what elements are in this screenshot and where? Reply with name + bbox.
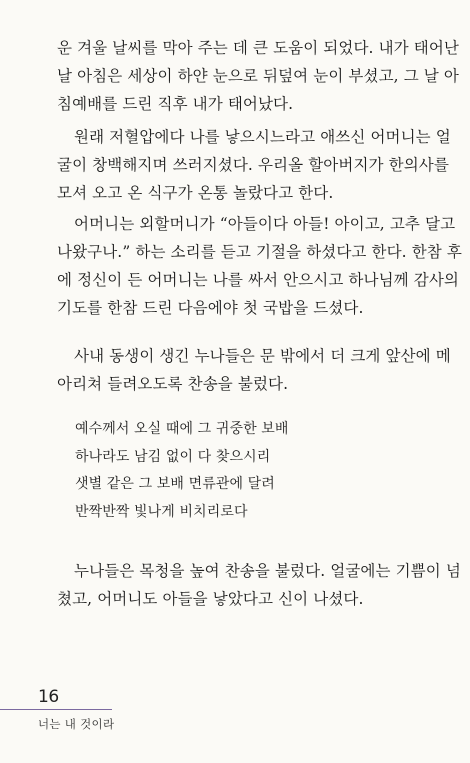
text-line: 침예배를 드린 직후 내가 태어났다. <box>57 95 294 113</box>
body-text <box>57 34 462 613</box>
page-number: 16 <box>38 687 59 707</box>
text-line: 기도를 한참 드린 다음에야 첫 국밥을 드셨다. <box>57 299 364 317</box>
text-line: 나왔구나.” 하는 소리를 듣고 기절을 하셨다고 한다. 한참 후 <box>57 243 462 261</box>
paragraph-2 <box>57 123 451 207</box>
closing-paragraph <box>57 557 461 613</box>
paragraph-3 <box>57 210 462 322</box>
paragraph-1 <box>57 34 459 118</box>
hymn-line: 샛별 같은 그 보배 면류관에 달려 <box>75 476 275 492</box>
text-line: 쳤고, 어머니도 아들을 낳았다고 신이 나셨다. <box>57 590 364 608</box>
text-line: 아리쳐 들려오도록 찬송을 불렀다. <box>57 375 289 393</box>
text-line: 누나들은 목청을 높여 찬송을 불렀다. 얼굴에는 기쁨이 넘 <box>74 562 461 580</box>
text-line: 운 겨울 날씨를 막아 주는 데 큰 도움이 되었다. 내가 태어난 <box>57 39 459 57</box>
hymn-lyrics <box>75 416 425 526</box>
hymn-line: 예수께서 오실 때에 그 귀중한 보배 <box>75 421 289 437</box>
text-line: 모셔 오고 온 식구가 온통 놀랐다고 한다. <box>57 184 334 202</box>
footer-rule <box>0 709 112 710</box>
text-line: 날 아침은 세상이 하얀 눈으로 뒤덮여 눈이 부셨고, 그 날 아 <box>57 67 459 85</box>
running-title: 너는 내 것이라 <box>38 717 115 731</box>
hymn-line: 하나라도 남김 없이 다 찾으시리 <box>75 448 271 465</box>
text-line: 원래 저혈압에다 나를 낳으시느라고 애쓰신 어머니는 얼 <box>74 128 451 146</box>
text-line: 어머니는 외할머니가 “아들이다 아들! 아이고, 고추 달고 <box>74 215 456 233</box>
paragraph-4 <box>57 342 451 398</box>
text-line: 에 정신이 든 어머니는 나를 싸서 안으시고 하나님께 감사의 <box>57 271 459 289</box>
hymn-line: 반짝반짝 빛나게 비치리로다 <box>75 503 248 520</box>
text-line: 사내 동생이 생긴 누나들은 문 밖에서 더 크게 앞산에 메 <box>74 347 451 365</box>
text-line: 굴이 창백해지며 쓰러지셨다. 우리올 할아버지가 한의사를 <box>57 156 449 174</box>
